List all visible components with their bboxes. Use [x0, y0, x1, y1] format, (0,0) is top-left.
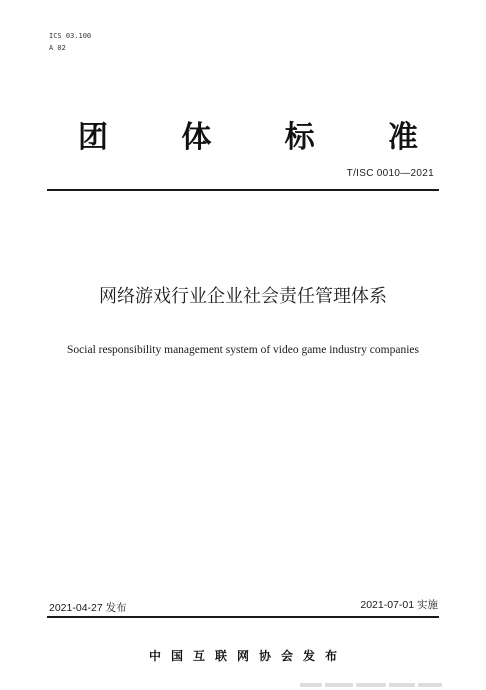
title-char: 标 — [284, 120, 315, 155]
watermark-segment — [418, 683, 442, 687]
standard-type-title — [78, 118, 418, 158]
bottom-divider — [47, 616, 439, 618]
publisher: 中国互联网协会发布 — [148, 649, 347, 663]
watermark-segment — [325, 683, 353, 687]
implement-date: 2021-07-01 实施 — [360, 599, 438, 611]
watermark-segment — [356, 683, 386, 687]
standard-number: T/ISC 0010—2021 — [346, 168, 434, 179]
classification-code: A 02 — [49, 44, 66, 52]
ics-code: ICS 03.100 — [49, 32, 92, 40]
title-char: 体 — [181, 120, 212, 155]
title-char: 团 — [78, 120, 108, 155]
publish-date: 2021-04-27 发布 — [49, 602, 127, 614]
watermark — [300, 682, 470, 688]
watermark-segment — [389, 683, 415, 687]
title-char: 准 — [387, 120, 418, 155]
document-title-cn: 网络游戏行业企业社会责任管理体系 — [99, 286, 387, 307]
watermark-segment — [300, 683, 322, 687]
top-divider — [47, 189, 439, 191]
document-title-en: Social responsibility management system of video game industry companies — [67, 344, 419, 356]
